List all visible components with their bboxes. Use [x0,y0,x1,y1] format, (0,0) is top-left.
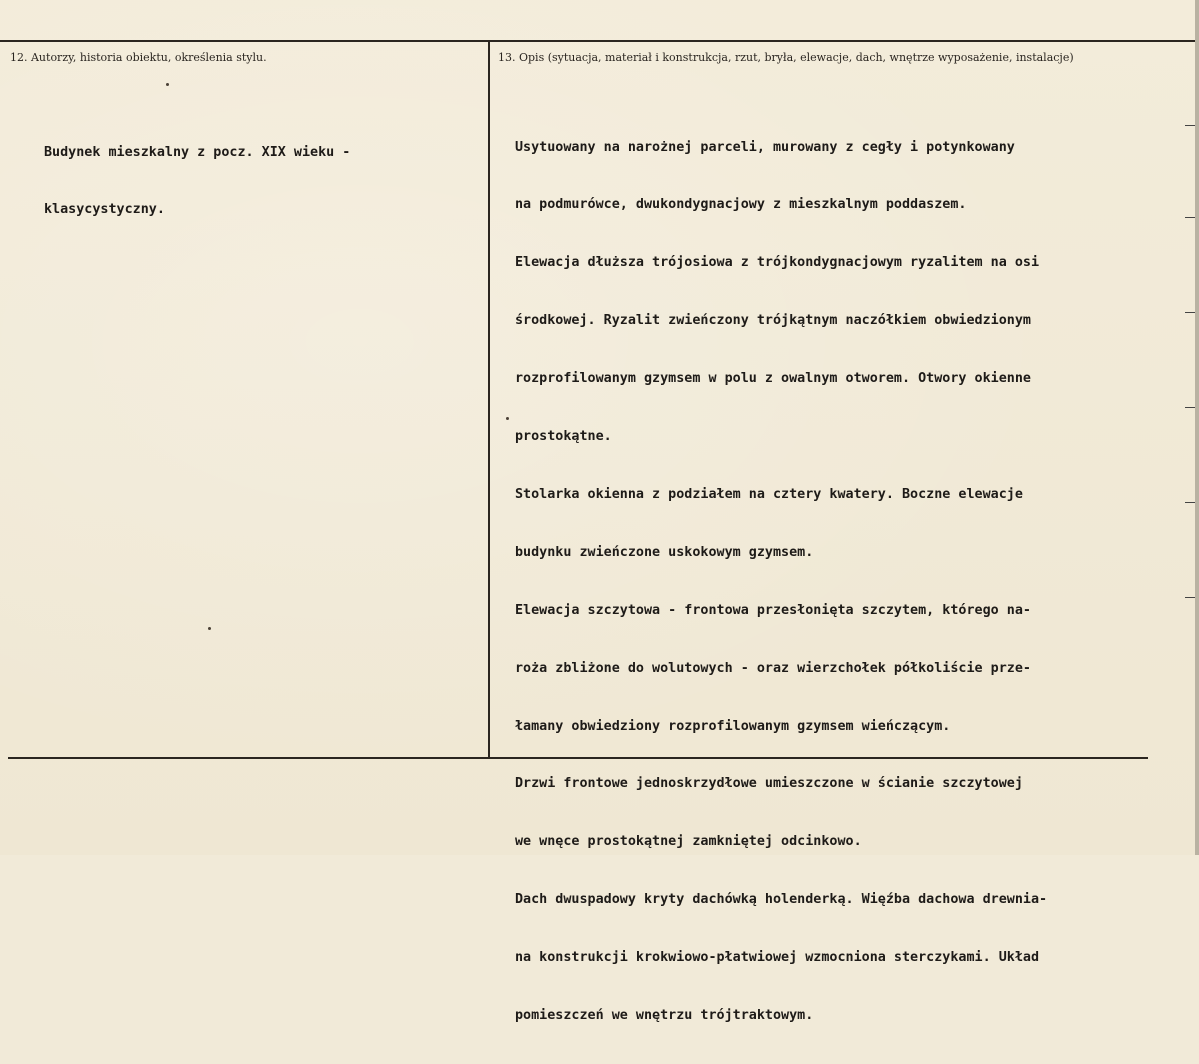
ink-speck [506,417,509,420]
edge-tick [1185,125,1195,126]
ink-speck [208,627,211,630]
text-line: Dach dwuspadowy kryty dachówką holenderką. Więźba dachowa drewnia- [515,892,1048,908]
text-line: Drzwi frontowe jednoskrzydłowe umieszczone w ścianie szczytowej [515,776,1023,792]
text-line: na konstrukcji krokwiowo-płatwiowej wzmocniona sterczykami. Układ [515,950,1040,966]
text-line: budynku zwieńczone uskokowym gzymsem. [515,544,814,560]
edge-tick [1185,407,1195,408]
text-line: pomieszczeń we wnętrzu trójtraktowym. [515,1007,814,1023]
text-line: Elewacja dłuższa trójosiowa z trójkondygnacjowym ryzalitem na osi [515,255,1040,271]
field-13-text [515,99,1047,1064]
text-line: we wnęce prostokątnej zamkniętej odcinkowo. [515,834,862,850]
text-line: Usytuowany na narożnej parceli, murowany z cegły i potynkowany [515,139,1015,155]
text-line: środkowej. Ryzalit zwieńczony trójkątnym naczółkiem obwiedzionym [515,313,1031,329]
text-line: rozprofilowanym gzymsem w polu z owalnym otworem. Otwory okienne [515,371,1031,387]
text-line: prostokątne. [515,429,612,445]
text-line: łamany obwiedziony rozprofilowanym gzymsem wieńczącym. [515,718,951,734]
column-divider [488,40,490,757]
text-line: Budynek mieszkalny z pocz. XIX wieku - [44,144,351,160]
text-line: Elewacja szczytowa - frontowa przesłonięta szczytem, którego na- [515,602,1031,618]
field-12-label: 12. Autorzy, historia obiektu, określenia stylu. [10,51,267,64]
edge-tick [1185,597,1195,598]
field-12-text [44,104,350,258]
edge-tick [1185,502,1195,503]
text-line: na podmurówce, dwukondygnacjowy z mieszkalnym poddaszem. [515,197,967,213]
field-13-label: 13. Opis (sytuacja, materiał i konstrukcja, rzut, bryła, elewacje, dach, wnętrze wyposażenie, instalacje) [498,51,1074,64]
text-line: klasycystyczny. [44,202,165,218]
top-rule [0,40,1199,42]
card-edge [1195,0,1199,855]
text-line: Stolarka okienna z podziałem na cztery kwatery. Boczne elewacje [515,486,1023,502]
text-line: roża zbliżone do wolutowych - oraz wierzchołek półkoliście prze- [515,660,1031,676]
edge-tick [1185,312,1195,313]
ink-speck [166,83,169,86]
edge-tick [1185,217,1195,218]
